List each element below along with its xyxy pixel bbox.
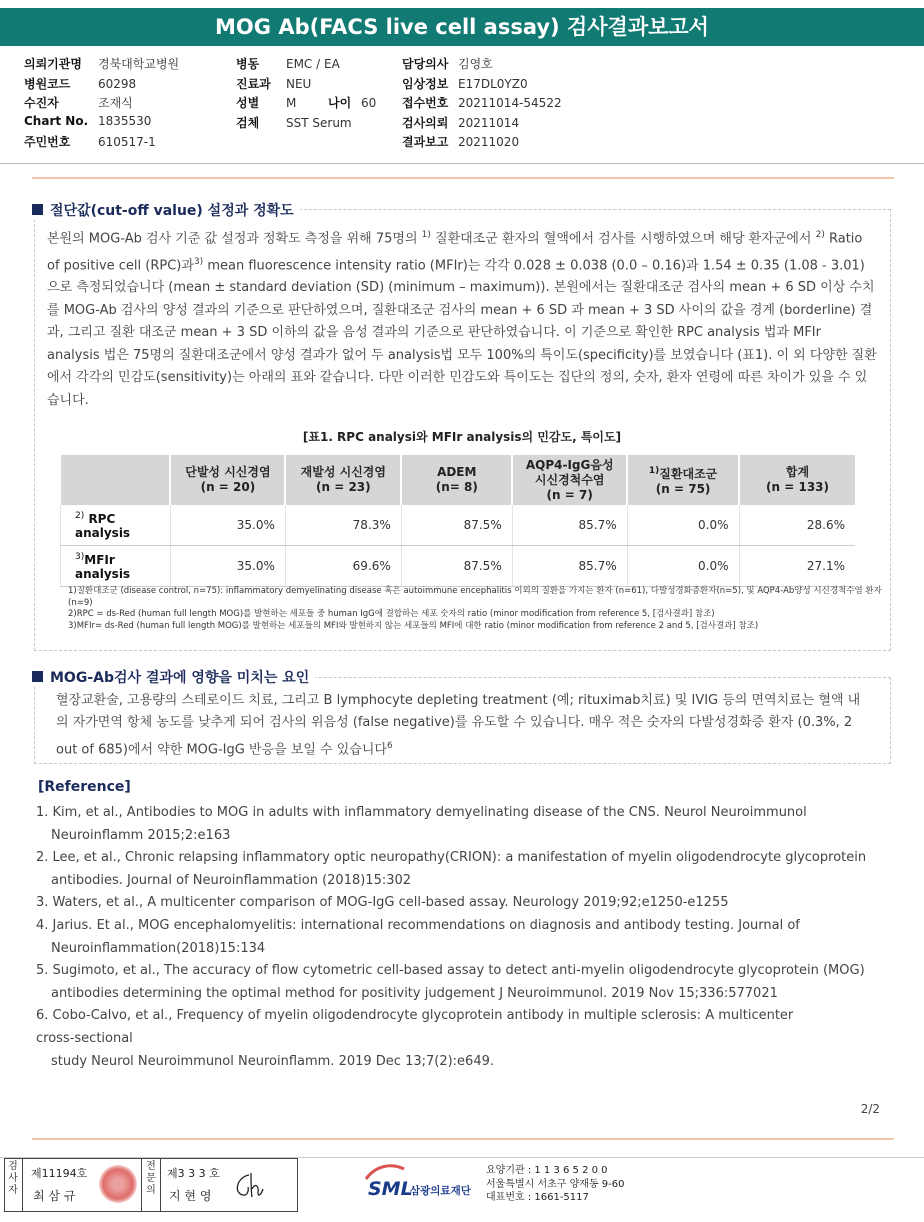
table-cell: 87.5% [401, 546, 512, 587]
section2-title-text: MOG-Ab검사 결과에 영향을 미치는 요인 [50, 670, 310, 686]
reference-item: 6. Cobo-Calvo, et al., Frequency of myelin oligodendrocyte glycoprotein antibody in multiple sclerosis: A multicenter cross-sectional study Neurol Neuroimmunol Neuroinflamm. 2019 Dec 13;7(2):e649. [36, 1008, 794, 1069]
info-row [236, 114, 376, 134]
para-text: mean fluorescence intensity ratio (MFIr)는 각각 0.028 ± 0.038 (0.0 – 0.16)과 1.54 ± 0.35 (1.08 - 3.01)으로 측정되었습니다 (mean ± standard deviation (SD) (minimum – maximum)). 본원에서는 질환대조군 검사의 mean + 6 SD 이상 수치를 MOG-Ab 검사의 양성 결과의 기준으로 판단하였으며, 질환대조군 검사의 mean + 6 SD 과 mean + 3 SD 사이의 값을 경계 (borderline) 결과, 그리고 질환 대조군 mean + 3 SD 이하의 값을 음성 결과의 기준으로 판단하였습니다. 이 기준으로 확인한 RPC analysis 법과 MFIr analysis 법은 75명의 질환대조군에서 양성 결과가 없어 두 analysis법 모두 100%의 특이도(specificity)를 보였습니다 (표1). 이 외 다양한 질환에서 각각의 민감도(sensitivity)는 아래의 표와 같습니다. 다만 이러한 민감도와 특이도는 집단의 정의, 숫자, 환자 연령에 따른 차이가 있을 수 있습니다. [47, 258, 877, 408]
signer2-license: 제3 3 3 호 [167, 1167, 220, 1180]
info-value: SST Serum [286, 115, 352, 130]
info-label: 담당의사 [402, 57, 449, 71]
table-header-corner [61, 455, 171, 505]
para-text: 질환대조군 환자의 혈액에서 검사를 시행하였으며 해당 환자군에서 [430, 231, 816, 247]
info-value: NEU [286, 76, 312, 91]
lab-info [486, 1164, 625, 1205]
lab-code: 요양기관 : 1 1 3 6 5 2 0 0 [486, 1165, 608, 1176]
info-label: 결과보고 [402, 135, 449, 149]
info-row [24, 94, 179, 114]
sensitivity-table [60, 455, 855, 587]
table-header-cell: 재발성 시신경염 (n = 23) [285, 455, 401, 505]
age-value: 60 [361, 96, 377, 110]
reference-list [36, 802, 896, 1073]
info-label: 수진자 [24, 96, 59, 110]
patient-info-col2 [236, 55, 376, 133]
info-label: Chart No. [24, 113, 89, 128]
info-label: 임상정보 [402, 76, 449, 91]
row-header: $^{3)}$MFIr analysis [61, 546, 171, 587]
table-footnotes [68, 586, 888, 632]
org-name: 삼광의료재단 [410, 1185, 471, 1197]
footnote: 2)RPC = ds-Red (human full length MOG)를 발현하는 세포들 중 human IgG에 결합하는 세포 숫자의 ratio (minor modification from reference 5, [검사결과] 참조) [68, 609, 715, 619]
table-header-cell: $^{1)}$질환대조군 (n = 75) [627, 455, 739, 505]
section2-paragraph [56, 690, 868, 762]
table-row [61, 505, 856, 546]
table-cell: 35.0% [170, 505, 285, 546]
info-row [402, 94, 562, 114]
info-row [236, 94, 376, 114]
sml-logo-text: SML [368, 1178, 413, 1200]
info-label: 검체 [236, 115, 260, 130]
info-value: 20211014-54522 [458, 96, 562, 110]
signer2-name: 지 현 영 [169, 1189, 212, 1203]
table-cell: 35.0% [170, 546, 285, 587]
report-title: MOG Ab(FACS live cell assay) 검사결과보고서 [0, 8, 924, 46]
page-number: 2/2 [860, 1102, 880, 1116]
reference-item: 3. Waters, et al., A multicenter comparison of MOG-IgG cell-based assay. Neurology 2019;92;e1250-e1255 [36, 895, 729, 911]
table-cell: 78.3% [285, 505, 401, 546]
info-value: 610517-1 [98, 135, 156, 149]
info-value: 60298 [98, 76, 137, 91]
info-value: E17DL0YZ0 [458, 76, 528, 91]
info-label: 성별 [236, 96, 260, 110]
section1-paragraph [47, 224, 877, 412]
signer1-name: 최 삼 규 [33, 1189, 76, 1203]
table-header-cell: ADEM (n= 8) [401, 455, 512, 505]
section1-title-text: 절단값(cut-off value) 설정과 정확도 [50, 203, 294, 219]
info-label: 검사의뢰 [402, 115, 449, 130]
official-seal-icon [99, 1165, 137, 1203]
info-row [236, 75, 376, 95]
signature-box [4, 1158, 298, 1212]
reference-item: 4. Jarius. Et al., MOG encephalomyelitis: international recommendations on diagnosis and antibody testing. Journal of Neuroinflammation(2018)15:134 [36, 917, 800, 956]
info-label: 의뢰기관명 [24, 57, 82, 71]
info-row [236, 55, 376, 75]
table-cell: 28.6% [739, 505, 855, 546]
header-divider [0, 163, 924, 164]
info-value: EMC / EA [286, 57, 340, 71]
info-row [24, 114, 179, 134]
section2-title [32, 667, 315, 687]
signer1-license: 제11194호 [31, 1167, 88, 1180]
footnote: 1)질환대조군 (disease control, n=75): inflammatory demyelinating disease 혹은 autoimmune encephalitis 이외의 질환을 가지는 환자 (n=61), 다발성경화증환자(n=5), 및 AQP4-Ab양성 시신경척수염 환자(n=9) [68, 586, 882, 608]
signature-icon [231, 1169, 267, 1201]
table-cell: 69.6% [285, 546, 401, 587]
table-header-row [61, 455, 856, 505]
patient-info-col1 [24, 55, 179, 153]
para-text: 혈장교환술, 고용량의 스테로이드 치료, 그리고 B lymphocyte depleting treatment (예; rituximab치료) 및 IVIG 등의 면역치료는 혈액 내의 자가면역 항체 농도를 낮추게 되어 검사의 위음성 (false negative)를 유도할 수 있습니다. 매우 적은 숫자의 다발성경화증 환자 (0.3%, 2 out of 685)에서 약한 MOG-IgG 반응을 보일 수 있습니다 [56, 693, 861, 758]
bullet-square-icon [32, 671, 43, 682]
footnote-ref: 3) [193, 256, 204, 267]
table-row [61, 546, 856, 587]
table-header-cell: AQP4-IgG음성 시신경척수염 (n = 7) [512, 455, 627, 505]
info-value: 1835530 [98, 113, 152, 128]
info-row [24, 75, 179, 95]
info-row [402, 114, 562, 134]
table-cell: 0.0% [627, 546, 739, 587]
para-text: Ratio of positive cell (RPC)과 [47, 231, 863, 274]
lab-address: 서울특별시 서초구 양재동 9-60 [486, 1178, 625, 1190]
lab-phone: 대표번호 : 1661-5117 [486, 1192, 589, 1203]
table-cell: 85.7% [512, 546, 627, 587]
row-header: $^{2)}$ RPC analysis [61, 505, 171, 546]
info-row [402, 75, 562, 95]
footnote-ref: 1) [421, 230, 431, 240]
section-divider-bottom [32, 1138, 894, 1140]
info-label: 주민번호 [24, 135, 71, 149]
age-label: 나이 [328, 96, 352, 110]
info-label: 병동 [236, 57, 260, 71]
info-value: 20211014 [458, 115, 520, 130]
footnote-ref: 6 [386, 740, 393, 751]
info-label: 접수번호 [402, 96, 449, 110]
reference-title: [Reference] [38, 779, 131, 795]
signer1-role: 검사자 [8, 1161, 18, 1196]
table-cell: 0.0% [627, 505, 739, 546]
section-divider-top [32, 177, 894, 179]
footnote-ref: 2) [815, 230, 825, 240]
table-cell: 87.5% [401, 505, 512, 546]
info-label: 병원코드 [24, 76, 71, 91]
footnote: 3)MFIr= ds-Red (human full length MOG)를 발현하는 세포들의 MFI와 발현하지 않는 세포들의 MFI에 대한 ratio (minor modification from reference 2 and 5, [검사결과] 참조) [68, 620, 759, 631]
info-value: 20211020 [458, 135, 520, 149]
info-row [24, 133, 179, 153]
info-label: 진료과 [236, 76, 271, 91]
section1-title [32, 200, 300, 220]
table-cell: 27.1% [739, 546, 855, 587]
info-row [402, 133, 562, 153]
info-value: 김영호 [458, 57, 493, 71]
table-header-cell: 단발성 시신경염 (n = 20) [170, 455, 285, 505]
info-value: 조재식 [98, 96, 133, 110]
patient-info-col3 [402, 55, 562, 153]
reference-item: 1. Kim, et al., Antibodies to MOG in adults with inflammatory demyelinating disease of the CNS. Neurol Neuroimmunol Neuroinflamm 2015;2:e163 [36, 805, 807, 843]
info-value: M [286, 96, 297, 110]
table-header-cell: 합계 (n = 133) [739, 455, 855, 505]
info-row [24, 55, 179, 75]
para-text: 본원의 MOG-Ab 검사 기준 값 설정과 정확도 측정을 위해 75명의 [47, 231, 422, 247]
info-row [402, 55, 562, 75]
table-caption: [표1. RPC analysi와 MFIr analysis의 민감도, 특이도] [302, 430, 622, 444]
table-cell: 85.7% [512, 505, 627, 546]
info-value: 경북대학교병원 [98, 57, 180, 71]
bullet-square-icon [32, 204, 43, 215]
reference-item: 5. Sugimoto, et al., The accuracy of flow cytometric cell-based assay to detect anti-myelin oligodendrocyte glycoprotein (MOG) antibodies determining the optimal method for positivity judgement J Neuroimmunol. 2019 Nov 15;336:577021 [36, 963, 865, 1001]
signer2-role: 전문의 [146, 1161, 156, 1196]
reference-item: 2. Lee, et al., Chronic relapsing inflammatory optic neuropathy(CRION): a manifestation of myelin oligodendrocyte glycoprotein antibodies. Journal of Neuroinflammation (2018)15:302 [36, 850, 867, 888]
